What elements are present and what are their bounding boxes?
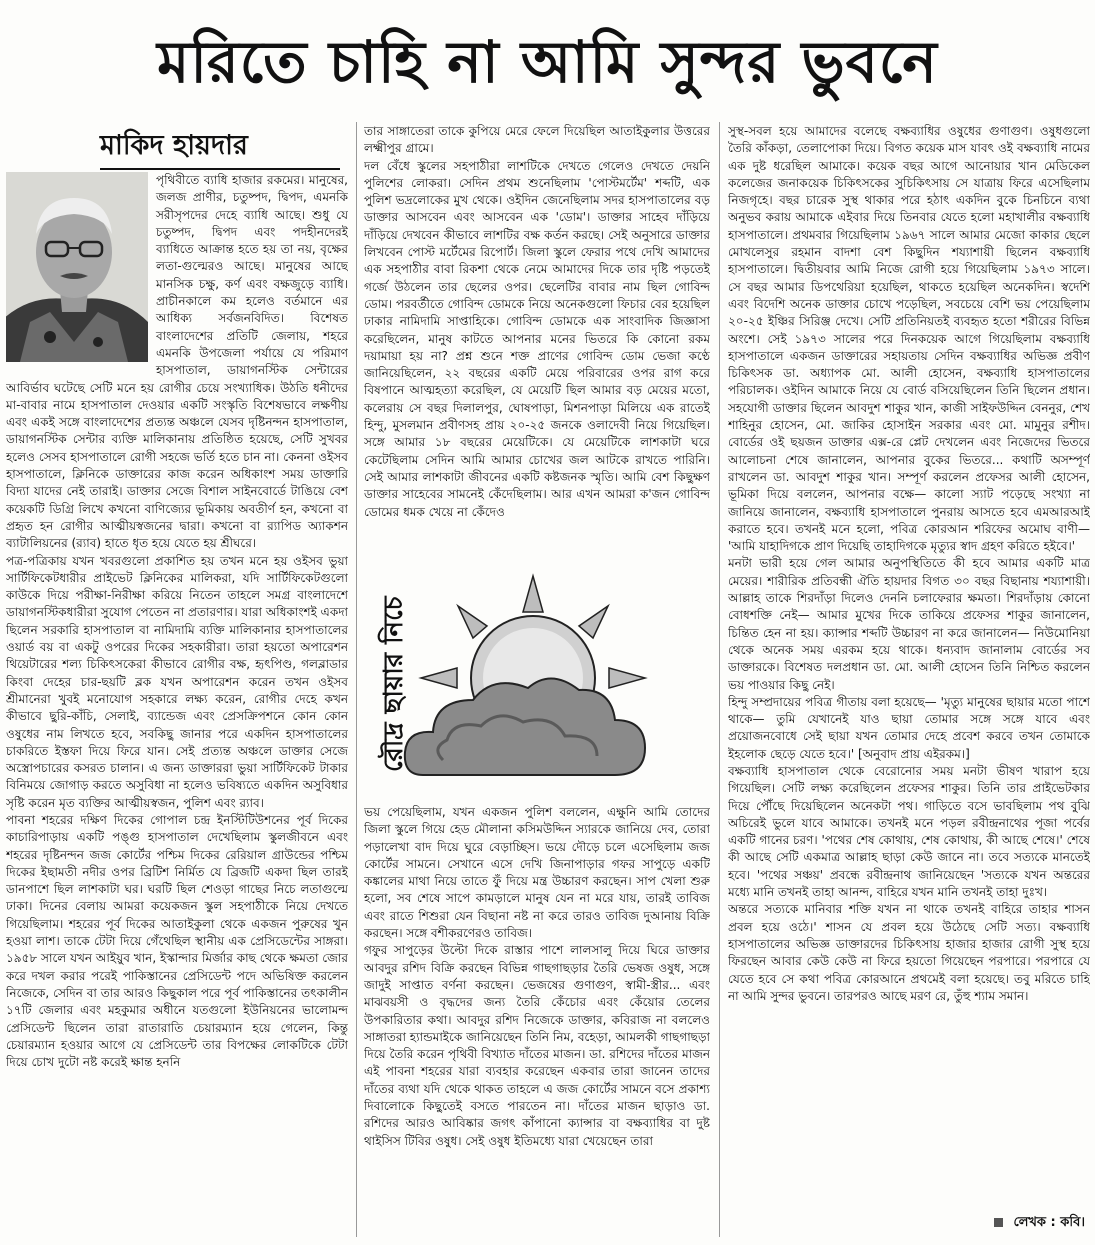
author-photo <box>6 172 148 362</box>
paragraph: পাবনা শহরের দক্ষিণ দিকের গোপাল চন্দ্র ইনস্টিটিউশনের পূর্ব দিকের কাচারিপাড়ায় একটি পঙ্গু হাসপাতাল দেখেছিলাম স্কুলজীবনে এবং শহরের দৃষ্টিনন্দন জজ কোর্টের পশ্চিম দিকের রেরিয়াল গ্রাউন্ডের পশ্চিম দিকের ইছামতী নদীর ওপর ব্রিটিশ নির্মিত যে ব্রিজটি একদা ছিল তারই ডানপাশে ছিল লাশকাটা ঘর। ঘরটি ছিল শেওড়া গাছের নিচে লতাগুল্মে ঢাকা। দিনের বেলায় আমরা কয়েকজন স্কুল সহপাঠীকে নিয়ে দেখতে গিয়েছিলাম। শহরের পূর্ব দিকের আতাইকুলা থেকে একজন পুরুষের খুন হওয়া লাশ। তাকে টেটা দিয়ে গেঁথেছিল স্থানীয় এক প্রেসিডেন্টের সাঙ্গরা। ১৯৫৮ সালে যখন আইয়ুব খান, ইস্কান্দার মির্জার কাছ থেকে ক্ষমতা জোর করে দখল করার পরেই পাকিস্তানের প্রেসিডেন্ট পদে অভিষিক্ত করলেন নিজেকে, সেদিন বা তার আরও কিছুকাল পরে পূর্ব পাকিস্তানের তৎকালীন ১৭টি জেলার এবং মহকুমার অধীনে যতগুলো ইউনিয়নের ভালোমন্দ প্রেসিডেন্ট ছিলেন তারা রাতারাতি চেয়ারম্যান হয়ে গেলেন, কিন্তু চেয়ারম্যান হওয়ার আগে যে প্রেসিডেন্ট তার বিপক্ষের লোকটিকে টেটা দিয়ে চোখ দুটো নষ্ট করেই ক্ষান্ত হননি <box>6 812 348 1070</box>
square-bullet-icon <box>994 1218 1003 1227</box>
article-column-3 <box>728 123 1090 1211</box>
paragraph: বক্ষব্যাধি হাসপাতাল থেকে বেরোনোর সময় মনটা ভীষণ খারাপ হয়ে গিয়েছিল। সেটি লক্ষ্য করেছিলেন প্রফেসর শাকুর। তিনি তার প্রাইভেটকার দিয়ে পৌঁছে দিয়েছিলেন অনেকটা পথ। গাড়িতে বসে ভাবছিলাম পথ বুঝি অচিরেই ভুলে যাবে আমাকে। তখনই মনে পড়ল রবীন্দ্রনাথের পূজা পর্বের একটি গানের চরণ। 'পথের শেষ কোথায়, শেষ কোথায়, কী আছে শেষে।' শেষে কী আছে সেটি একমাত্র আল্লাহ ছাড়া কেউ জানে না। তবে সত্যকে মানতেই হবে। 'পথের সঞ্চয়' প্রবন্ধে রবীন্দ্রনাথ জানিয়েছেন 'সত্যকে যখন অন্তরের মধ্যে মানি তখনই তাহা আনন্দ, বাহিরে যখন মানি তখনই তাহা দুঃখ। <box>728 763 1090 900</box>
paragraph: মনটা ভারী হয়ে গেল আমার অনুপস্থিতিতে কী হবে আমার একটি মাত্র মেয়ের। শারীরিক প্রতিবন্ধী ঐতি হায়দার বিগত ৩০ বছর বিছানায় শয্যাশায়ী। আল্লাহ তাকে শিরদাঁড়া দিলেও দেননি চলাফেরার ক্ষমতা। শিরদাঁড়ায় কোনো বোধশক্তি নেই— আমার মুখের দিকে তাকিয়ে প্রফেসর শাকুর জানালেন, চিন্তিত হেন না হয়। ক্যান্সার শব্দটি উচ্চারণ না করে জানালেন— নিউমোনিয়া থেকে অনেক সময় এরকম হয়ে থাকে। ধন্যবাদ জানালাম বোর্ডের সব ডাক্তারকে। বিশেষত দলপ্রধান ডা. মো. আলী হোসেন তিনি নিশ্চিত করলেন ভয় পাওয়ার কিছু নেই। <box>728 556 1090 692</box>
byline-divider <box>100 168 340 170</box>
paragraph: তার সাঙ্গাতেরা তাকে কুপিয়ে মেরে ফেলে দিয়েছিল আতাইকুলার উত্তরের লক্ষ্মীপুর গ্রামে। <box>364 124 710 156</box>
paragraph: পৃথিবীতে ব্যাধি হাজার রকমের। মানুষের, জলজ প্রাণীর, চতুষ্পদ, দ্বিপদ, এমনকি সরীসৃপদের দেহে ব্যাধি আছে। শুধু যে চতুষ্পদ, দ্বিপদ এবং পদহীনদেরই ব্যাধিতে আক্রান্ত হতে হয় তা নয়, বৃক্ষের লতা-গুল্মেরও আছে। মানুষের আছে মানসিক চক্ষু, কর্ণ এবং বক্ষজুড়ে ব্যাধি। প্রাচীনকালে কম হলেও বর্তমানে এর আধিক্য সর্বজনবিদিত। বিশেষত বাংলাদেশের প্রতিটি জেলায়, শহরে এমনকি উপজেলা পর্যায়ে যে পরিমাণ হাসপাতাল, ডায়াগনস্টিক সেন্টারের আবির্ভাব ঘটেছে সেটি মনে হয় রোগীর চেয়ে সংখ্যাধিক। উঠতি ধনীদের মা-বাবার নামে হাসপাতাল দেওয়ার একটি সংস্কৃতি বিশেষভাবে লক্ষণীয় এবং একই সঙ্গে বাংলাদেশের প্রত্যন্ত অঞ্চলে যেসব দৃষ্টিনন্দন হাসপাতাল, ডায়াগনস্টিক সেন্টার ব্যক্তি মালিকানায় প্রতিষ্ঠিত হয়েছে, সেটি সুখবর হলেও সেসব হাসপাতালে রোগী সহজে ভর্তি হতে চান না। কেননা ওইসব হাসপাতালে, ক্লিনিকে ডাক্তারের কাজ করেন অধিকাংশ সময় ডাক্তারি বিদ্যা যাদের নেই তারাই। ডাক্তার সেজে বিশাল সাইনবোর্ডে টাঙিয়ে বেশ কয়েকটি ডিগ্রি লিখে কখনো বাণিজ্যের ভূমিকায় অবতীর্ণ হন, কখনো বা প্রহৃত হন রোগীর আত্মীয়স্বজনের দ্বারা। কখনো বা র‍্যাপিড অ্যাকশন ব্যাটালিয়নের (র‍্যাব) হাতে ধৃত হয়ে যেতে হয় শ্রীঘরে। <box>6 173 348 551</box>
article-column-2-continued <box>364 804 710 1236</box>
headline: মরিতে চাহি না আমি সুন্দর ভুবনে <box>157 28 938 96</box>
article-column-1 <box>6 172 348 1234</box>
image-title: রৌদ্র ছায়ার নিচে <box>379 596 409 772</box>
sun-cloud-icon <box>383 570 693 800</box>
paragraph: হিন্দু সম্প্রদায়ের পবিত্র গীতায় বলা হয়েছে— 'মৃত্যু মানুষের ছায়ার মতো পাশে থাকে— তুমি যেখানেই যাও ছায়া তোমার সঙ্গে সঙ্গে যাবে এবং প্রয়োজনবোধে সেই ছায়া যখন তোমার দেহে প্রবেশ করবে তখন তোমাকে ইহলোক ছেড়ে যেতে হবে।' [অনুবাদ প্রায় এইরকম।] <box>728 694 1090 761</box>
paragraph: ভয় পেয়েছিলাম, যখন একজন পুলিশ বললেন, এক্ষুনি আমি তোদের জিলা স্কুলে গিয়ে হেড মৌলানা কসিমউদ্দিন স্যারকে জানিয়ে দেব, তোরা পড়ালেখা বাদ দিয়ে ঘুরে বেড়াচ্ছিস। ভয়ে দৌড়ে চলে এসেছিলাম জজ কোর্টের সামনে। সেখানে এসে দেখি জিনাপাড়ার গফর সাপুড়ে একটি কঙ্কালের মাথা নিয়ে তাতে ফুঁ দিয়ে মন্ত্র উচ্চারণ করছেন। সাপ খেলা শুরু হলো, সব শেষে সাপে কামড়ালে মানুষ যেন না মরে যায়, তারই তাবিজ এবং রাতে শিশুরা যেন বিছানা নষ্ট না করে তারও তাবিজ দুআনায় বিক্রি করছেন। সঙ্গে বশীকরণেরও তাবিজ। <box>364 805 710 941</box>
article-column-2 <box>364 123 710 568</box>
column-divider <box>719 122 720 1237</box>
author-byline: মাকিদ হায়দার <box>100 130 248 161</box>
paragraph: দল বেঁধে স্কুলের সহপাঠীরা লাশটিকে দেখতে গেলেও দেখতে দেয়নি পুলিশের লোকরা। সেদিন প্রথম শুনেছিলাম 'পোস্টমর্টেম' শব্দটি, এক পুলিশ ভদ্রলোকের মুখ থেকে। ওইদিন জেনেছিলাম সদর হাসপাতালের বড় ডাক্তার আসবেন এবং আসবেন এক 'ডোম'। ডাক্তার সাহেব দাঁড়িয়ে দাঁড়িয়ে দেখবেন কীভাবে লাশটির বক্ষ কর্তন করছে। সেই অনুসারে ডাক্তার লিখবেন পোস্ট মর্টেমের রিপোর্ট। জিলা স্কুলে ফেরার পথে দেখি আমাদের এক সহপাঠীর বাবা রিকশা থেকে নেমে আমাদের দিকে তার দৃষ্টি পড়তেই গর্জে উঠলেন তার ছেলের ওপর। ছেলেটির বাবার নাম ছিল গোবিন্দ ডোম। পরবর্তীতে গোবিন্দ ডোমকে নিয়ে অনেকগুলো ফিচার বের হয়েছিল ঢাকার নামিদামি সাপ্তাহিকে। গোবিন্দ ডোমকে এক সাংবাদিক জিজ্ঞাসা করেছিলেন, মানুষ কাটতে আপনার মনের ভিতরে কি কোনো রকম দয়ামায়া হয় না? প্রশ্ন শুনে শক্ত প্রাণের গোবিন্দ ডোম ভেজা কণ্ঠে জানিয়েছিলেন, ২২ বছরের একটি মেয়ে পরিবারের ওপর রাগ করে বিষপানে আত্মহত্যা করেছিল, যে মেয়েটি ছিল আমার বড় মেয়ের মতো, কলেরায় সে বছর দিলালপুর, ঘোষপাড়া, মিশনপাড়া মিলিয়ে এক রাতেই হিন্দু, মুসলমান প্রবীণসহ প্রায় ২০-২৫ জনকে ওলাদেবী নিয়ে গিয়েছিল। সঙ্গে আমার ১৮ বছরের মেয়েটিকে। যে মেয়েটিকে লাশকাটা ঘরে কেটেছিলাম সেদিন আমি আমার চোখের জল আটকে রাখতে পারিনি। সেই আমার লাশকাটা জীবনের একটি কষ্টজনক স্মৃতি। আমি বেশ কিছুক্ষণ ডাক্তার সাহেবের সামনেই কেঁদেছিলাম। আর এখন আমরা ক'জন গোবিন্দ ডোমের ধমক খেয়ে না কেঁদেও <box>364 158 710 519</box>
bio-role: কবি। <box>1060 1215 1085 1230</box>
paragraph: গফুর সাপুড়ের উল্টো দিকে রাস্তার পাশে লালসালু দিয়ে ঘিরে ডাক্তার আবদুর রশিদ বিক্রি করছেন বিভিন্ন গাছগাছড়ার তৈরি ভেষজ ওষুধ, সঙ্গে জাদুই সাপ্তাত বর্ণনা করছেন। ভেজষের গুণাগুণ, স্বামী-স্ত্রীর... এবং মাঝবয়সী ও বৃদ্ধদের জন্য তৈরি কেঁচোর এবং কেঁয়োর তেলের উপকারিতার কথা। আবদুর রশিদ নিজেকে ডাক্তার, কবিরাজ না বললেও সাঙ্গাতরা হ্যান্ডমাইকে জানিয়েছেন তিনি নিম, বহেড়া, আমলকী গাছগাছড়া দিয়ে তৈরি করেন পৃথিবী বিখ্যাত দাঁতের মাজন। ডা. রশিদের দাঁতের মাজন এই পাবনা শহরের যারা ব্যবহার করেছেন একবার তারা জানেন তাদের দাঁতের ব্যথা যদি থেকে থাকত তাহলে এ জজ কোর্টের সামনে বসে প্রকাশ্য দিবালোকে কিছুতেই বসতে পারতেন না। দাঁতের মাজন ছাড়াও ডা. রশিদের আরও আবিষ্কার জগৎ কাঁপানো ক্যান্সার বা বক্ষব্যাধির বা দুষ্ট থাইসিস টিবির ওষুধ। সেই ওষুধ ইতিমধ্যে যারা খেয়েছেন তারা <box>364 943 710 1148</box>
person-photo-icon <box>6 172 148 362</box>
paragraph: সুস্থ-সবল হয়ে আমাদের বলেছে বক্ষব্যাধির ওষুধের গুণাগুণ। ওষুধগুলো তৈরি কাঁকড়া, তেলাপোকা দিয়ে। বিগত কয়েক মাস যাবৎ ওই বক্ষব্যাধি নামের এক দুষ্ট ধরেছিল আমাকে। কয়েক বছর আগে আনোয়ার খান মেডিকেল কলেজের জনাকয়েক চিকিৎসকের সুচিকিৎসায় সে যাত্রায় ফিরে এসেছিলাম নিজগৃহে। বছর চারেক সুস্থ থাকার পরে হঠাৎ একদিন বুকে চিনচিনে ব্যথা অনুভব করায় আমাকে এইবার দিয়ে তিনবার যেতে হলো মহাখালীর বক্ষব্যাধি হাসপাতালে। প্রথমবার গিয়েছিলাম ১৯৬৭ সালে আমার মেজো কাকার ছেলে মোখলেসুর রহমান বাদশা বেশ কিছুদিন শয্যাশায়ী ছিলেন বক্ষব্যাধি হাসপাতালে। দ্বিতীয়বার আমি নিজে রোগী হয়ে গিয়েছিলাম ১৯৭৩ সালে। সে বছর আমার ডিপথেরিয়া হয়েছিল, থাকতে হয়েছিল অনেকদিন। স্বদেশি এবং বিদেশি অনেক ডাক্তার চোখে পড়েছিল, সবচেয়ে বেশি ভয় পেয়েছিলাম ২০-২৫ ইঞ্চির সিরিঞ্জ দেখে। সেটি প্রতিনিয়তই ব্যবহৃত হতো শরীরের বিভিন্ন অংশে। সেই ১৯৭৩ সালের পরে দিনকয়েক আগে গিয়েছিলাম বক্ষব্যাধি হাসপাতালে একজন ডাক্তারের সহায়তায় সেদিন বক্ষব্যাধির অভিজ্ঞ প্রবীণ চিকিৎসক ডা. অধ্যাপক মো. আলী হোসেন, বক্ষব্যাধি হাসপাতালের পরিচালক। ওইদিন আমাকে নিয়ে যে বোর্ড বসিয়েছিলেন তিনি ছিলেন প্রধান। সহযোগী ডাক্তার ছিলেন আবদুশ শাকুর খান, কাজী সাইফউদ্দিন বেননুর, শেখ শাহিনুর হোসেন, মো. জাকির হোসাইন সরকার এবং মো. মামুনুর রশীদ। বোর্ডের ওই ছয়জন ডাক্তার এক্স-রে প্লেট দেখলেন এবং নিজেদের ভিতরে আলোচনা শেষে জানালেন, আপনার বুকের ভিতরে... কথাটি অসম্পূর্ণ রাখলেন ডা. আবদুশ শাকুর খান। সম্পূর্ণ করলেন প্রফেসর আলী হোসেন, ভূমিকা দিয়ে বললেন, আপনার বক্ষে— কালো স্যাট পড়েছে সংখ্যা না জানিয়ে জানালেন, বক্ষব্যাধি হাসপাতালে পুনরায় আসতে হবে এমআরআই করাতে হবে। তখনই মনে হলো, পবিত্র কোরআন শরিফের অমোঘ বাণী— 'আমি যাহাদিগকে প্রাণ দিয়েছি তাহাদিগকে মৃত্যুর স্বাদ গ্রহণ করিতে হইবে।' <box>728 124 1090 554</box>
column-divider <box>356 122 357 1237</box>
paragraph: অন্তরে সত্যকে মানিবার শক্তি যখন না থাকে তখনই বাহিরে তাহার শাসন প্রবল হয়ে ওঠে।' শাসন যে প্রবল হয়ে উঠেছে সেটি সত্য। বক্ষব্যাধি হাসপাতালের অভিজ্ঞ ডাক্তারদের চিকিৎসায় হাজার হাজার রোগী সুস্থ হয়ে ফিরছেন আবার কেউ কেউ না ফিরে হয়তো গিয়েছেন পরপারে। পরপারে যে যেতে হবে সে কথা পবিত্র কোরআনে প্রথমেই বলা হয়েছে। তবু মরিতে চাহি না আমি সুন্দর ভুবনে। তারপরও আছে মরণ রে, তুঁহু শ্যাম সমান। <box>728 902 1090 1003</box>
weather-illustration <box>383 570 693 800</box>
paragraph: পত্র-পত্রিকায় যখন খবরগুলো প্রকাশিত হয় তখন মনে হয় ওইসব ভুয়া সার্টিফিকেটধারীর প্রাইভেট ক্লিনিকের মালিকরা, যদি সার্টিফিকেটগুলো কাউকে দিয়ে পরীক্ষা-নিরীক্ষা করিয়ে নিতেন তাহলে সমগ্র বাংলাদেশে ডায়াগনস্টিকধারীরা সুযোগ পেতেন না প্রতারণার। যারা অধিকাংশই একদা ছিলেন সরকারি হাসপাতাল বা নামিদামি ব্যক্তি মালিকানার হাসপাতালের ওয়ার্ড বয় বা একটু ওপরের দিকের সহকারীরা। তারা হয়তো অপারেশন থিয়েটারের শল্য চিকিৎসকেরা কীভাবে রোগীর বক্ষ, হৃৎপিণ্ড, গলব্লাডার কিংবা দেহের চার-ছয়টি ব্লক যখন অপারেশন করেন তখন ওইসব শ্রীমানেরা খুবই মনোযোগ সহকারে লক্ষ্য করেন, রোগীর দেহে কখন কীভাবে ছুরি-কাঁচি, সেলাই, ব্যান্ডেজ এবং প্রেসক্রিপশনে কোন কোন ওষুধের নাম লিখতে হবে, সবকিছু জানার পরে একদিন হাসপাতালের চাকরিতে ইস্তফা দিয়ে ফিরে যান। সেই প্রত্যন্ত অঞ্চলে ডাক্তার সেজে অস্ত্রোপচারের কসরত চালান। এ জন্য ডাক্তাররা ভুয়া সার্টিফিকেট টাকার বিনিময়ে জোগাড় করতে অসুবিধা না হলেও ভবিষ্যতে একদিন অসুবিধার সৃষ্টি করেন মৃত ব্যক্তির আত্মীয়স্বজন, পুলিশ এবং র‍্যাব। <box>6 553 348 810</box>
bio-label: লেখক : <box>1013 1215 1056 1230</box>
author-bio <box>994 1213 1085 1234</box>
